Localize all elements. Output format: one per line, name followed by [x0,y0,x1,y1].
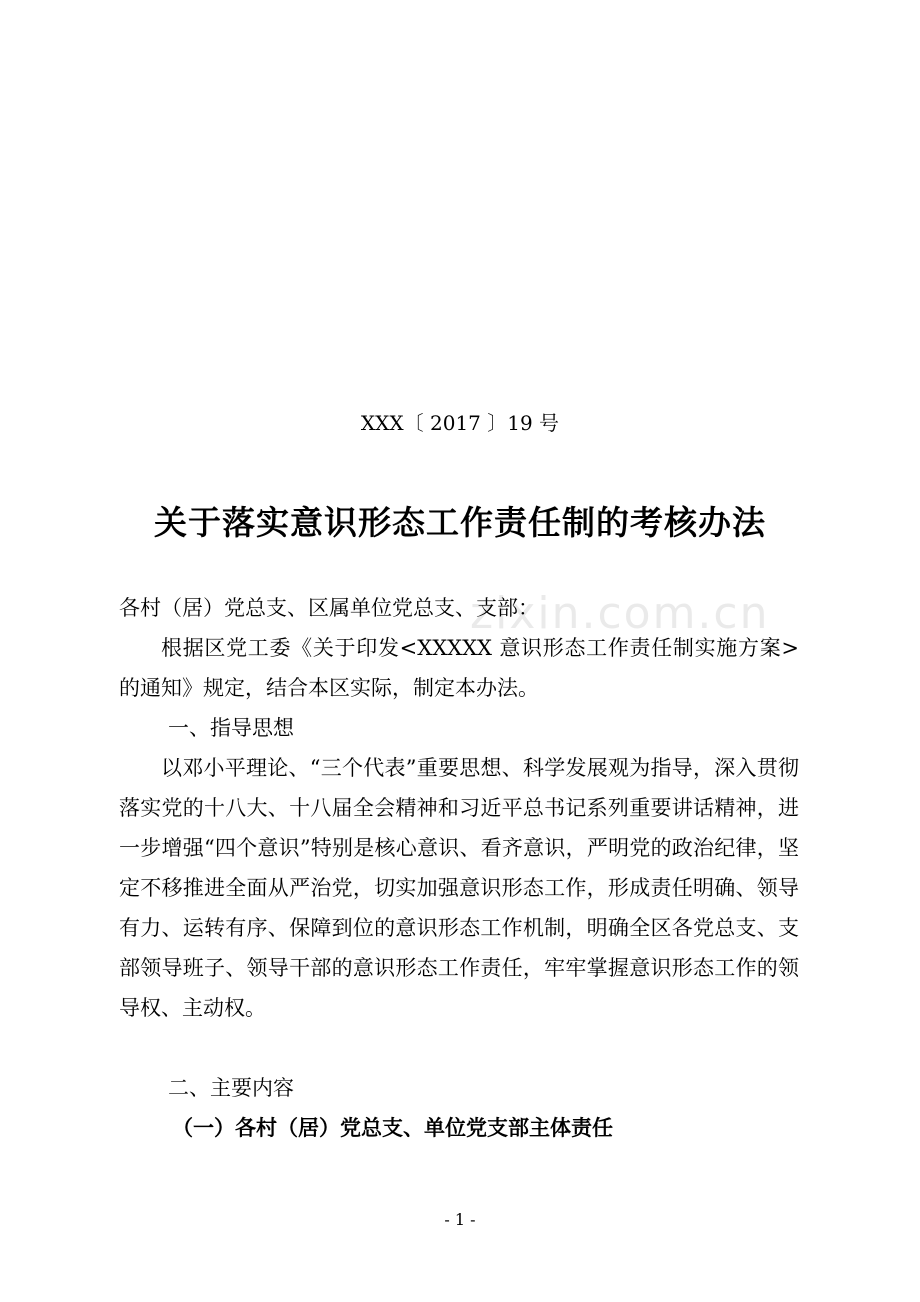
document-number: XXX〔 2017 〕19 号 [360,411,560,435]
recipient-line: 各村（居）党总支、区属单位党总支、支部： [119,596,539,620]
section-1-block [119,748,799,1028]
intro-paragraph: 根据区党工委《关于印发<XXXXX 意识形态工作责任制实施方案>的通知》规定，结合本区实际，制定本办法。 [119,636,799,700]
section-1-heading: 一、指导思想 [168,716,294,740]
intro-block [119,628,799,708]
subsection-1-heading: （一）各村（居）党总支、单位党支部主体责任 [172,1116,613,1140]
document-title: 关于落实意识形态工作责任制的考核办法 [154,503,766,542]
section-2-heading: 二、主要内容 [168,1076,294,1100]
watermark: zixin.com.cn [470,588,770,639]
page-number: - 1 - [444,1210,476,1229]
section-1-paragraph: 以邓小平理论、“三个代表”重要思想、科学发展观为指导，深入贯彻落实党的十八大、十八届全会精神和习近平总书记系列重要讲话精神，进一步增强“四个意识”特别是核心意识、看齐意识，严明党的政治纪律，坚定不移推进全面从严治党，切实加强意识形态工作，形成责任明确、领导有力、运转有序、保障到位的意识形态工作机制，明确全区各党总支、支部领导班子、领导干部的意识形态工作责任，牢牢掌握意识形态工作的领导权、主动权。 [119,756,799,1020]
